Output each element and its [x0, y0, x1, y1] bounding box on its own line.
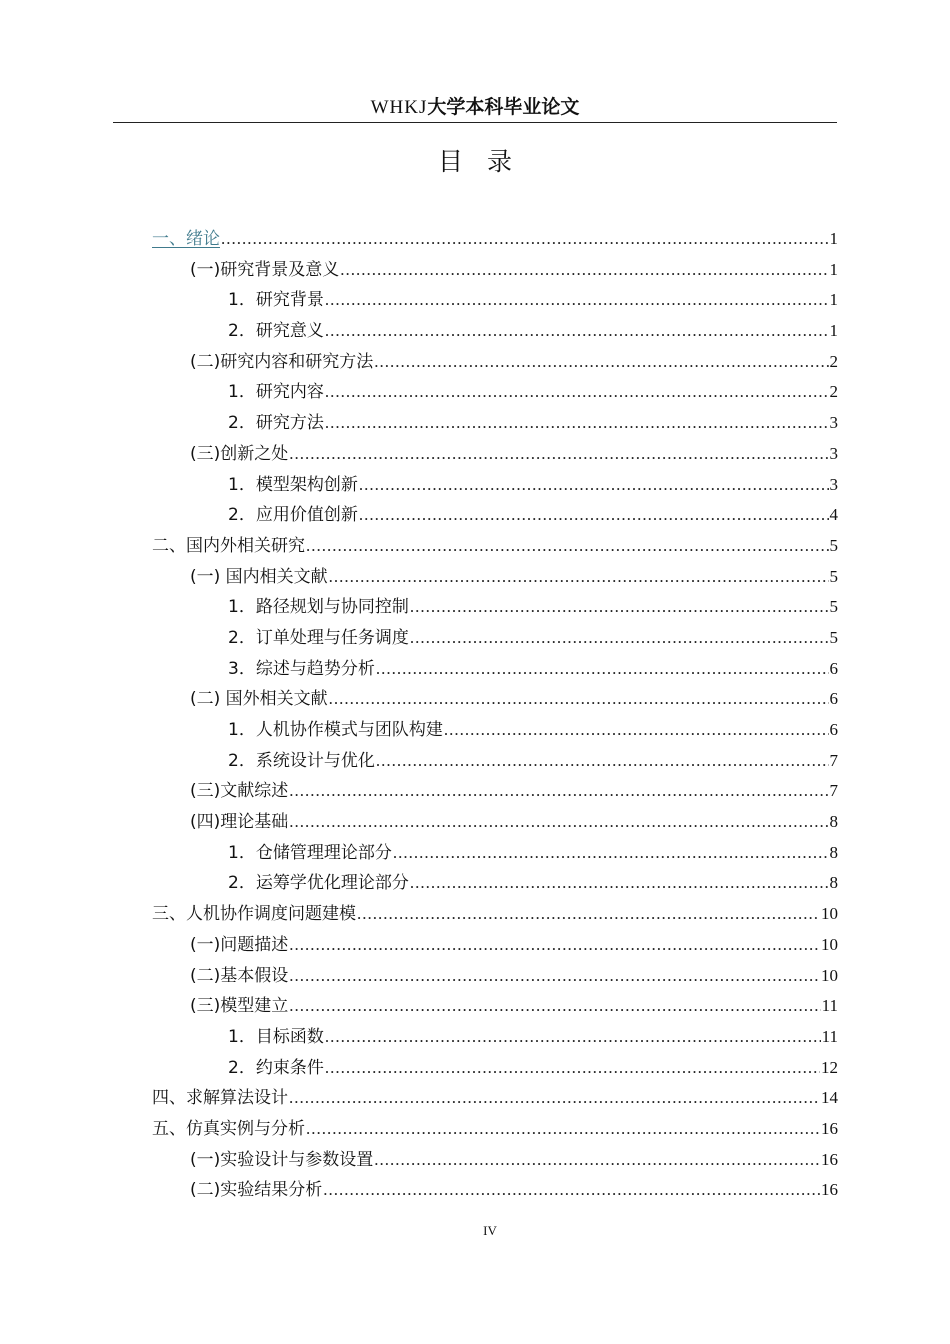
toc-entry[interactable]	[152, 562, 838, 593]
toc-dot-leader	[410, 623, 829, 654]
toc-dot-leader	[359, 500, 829, 531]
toc-entry[interactable]	[152, 408, 838, 439]
toc-entry-label[interactable]: 3．综述与趋势分析	[228, 658, 375, 679]
toc-entry[interactable]	[152, 838, 838, 869]
toc-entry-page-number: 1	[829, 321, 838, 341]
toc-entry[interactable]	[152, 1083, 838, 1114]
toc-dot-leader	[306, 1114, 820, 1145]
toc-dot-leader	[221, 224, 829, 255]
toc-entry-label[interactable]: 2．研究方法	[228, 413, 324, 434]
toc-entry-page-number: 10	[821, 934, 838, 954]
toc-entry-label[interactable]: 1．路径规划与协同控制	[228, 597, 409, 618]
toc-entry-label[interactable]: (三)模型建立	[190, 996, 289, 1017]
toc-entry-label[interactable]: 2．订单处理与任务调度	[228, 627, 409, 648]
toc-entry-label[interactable]: 2．系统设计与优化	[228, 750, 375, 771]
toc-entry-label[interactable]: (三)文献综述	[190, 781, 289, 802]
toc-entry-label[interactable]: (一)研究背景及意义	[190, 259, 340, 280]
toc-entry-label[interactable]: 五、仿真实例与分析	[152, 1118, 305, 1139]
toc-entry-page-number: 10	[821, 965, 838, 985]
toc-entry-label[interactable]: 四、求解算法设计	[152, 1088, 288, 1109]
toc-entry[interactable]	[152, 684, 838, 715]
toc-entry[interactable]	[152, 868, 838, 899]
toc-entry-page-number: 10	[821, 904, 838, 924]
toc-title: 目录	[437, 147, 536, 176]
toc-entry[interactable]	[152, 347, 838, 378]
toc-entry-page-number: 1	[829, 259, 838, 279]
toc-dot-leader	[410, 592, 829, 623]
toc-entry-label[interactable]: (一)问题描述	[190, 934, 289, 955]
toc-entry[interactable]	[152, 807, 838, 838]
toc-dot-leader	[374, 347, 828, 378]
toc-entry-page-number: 1	[829, 229, 838, 248]
toc-entry-page-number: 1	[829, 290, 838, 310]
toc-entry-page-number: 3	[829, 443, 838, 463]
toc-entry[interactable]	[152, 961, 838, 992]
toc-dot-leader	[325, 285, 829, 316]
toc-entry-label[interactable]: (三)创新之处	[190, 443, 289, 464]
toc-entry-label[interactable]: (二)基本假设	[190, 965, 289, 986]
page-number: IV	[483, 1223, 497, 1238]
toc-dot-leader	[329, 684, 829, 715]
toc-entry-label[interactable]: 1．人机协作模式与团队构建	[228, 720, 443, 740]
toc-dot-leader	[289, 439, 828, 470]
toc-entry[interactable]	[152, 991, 838, 1022]
toc-entry-label[interactable]: 1．研究内容	[228, 382, 324, 403]
toc-dot-leader	[289, 1083, 820, 1114]
toc-entry-page-number: 16	[821, 1149, 838, 1169]
toc-entry[interactable]	[152, 930, 838, 961]
toc-entry-label[interactable]: (二) 国外相关文献	[190, 689, 328, 710]
toc-entry[interactable]	[152, 899, 838, 930]
toc-entry[interactable]	[152, 439, 838, 470]
toc-dot-leader	[289, 991, 820, 1022]
toc-entry-page-number: 12	[821, 1057, 838, 1077]
table-of-contents	[152, 224, 838, 1206]
toc-entry[interactable]	[152, 1114, 838, 1145]
header-latin-text: WHKJ	[370, 97, 428, 118]
toc-dot-leader	[410, 868, 829, 899]
toc-entry[interactable]	[152, 377, 838, 408]
toc-entry-label[interactable]: 三、人机协作调度问题建模	[152, 904, 356, 925]
toc-entry-page-number: 8	[829, 812, 838, 832]
toc-entry-label[interactable]: 1．研究背景	[228, 290, 324, 311]
toc-entry[interactable]	[152, 531, 838, 562]
toc-entry-label[interactable]: (二)研究内容和研究方法	[190, 351, 374, 372]
running-header	[113, 94, 837, 123]
toc-dot-leader	[357, 899, 820, 930]
toc-entry-page-number: 6	[829, 720, 838, 739]
toc-entry[interactable]	[152, 500, 838, 531]
toc-dot-leader	[306, 531, 829, 562]
toc-dot-leader	[289, 807, 828, 838]
toc-entry-page-number: 16	[821, 1180, 838, 1200]
toc-entry-page-number: 2	[829, 351, 838, 371]
toc-dot-leader	[376, 746, 829, 777]
toc-entry-label[interactable]: 2．应用价值创新	[228, 505, 358, 526]
header-cjk-text: 大学本科毕业论文	[427, 96, 580, 118]
toc-dot-leader	[444, 715, 829, 746]
toc-entry[interactable]	[152, 316, 838, 347]
toc-dot-leader	[325, 408, 829, 439]
toc-entry-page-number: 11	[821, 996, 838, 1016]
toc-entry-page-number: 6	[829, 658, 838, 678]
toc-entry[interactable]	[152, 1175, 838, 1206]
toc-entry-label[interactable]: 2．运筹学优化理论部分	[228, 873, 409, 894]
toc-entry[interactable]	[152, 285, 838, 316]
toc-dot-leader	[289, 930, 820, 961]
toc-entry[interactable]	[152, 654, 838, 685]
toc-entry-page-number: 14	[821, 1088, 838, 1108]
toc-entry-label[interactable]: 1．模型架构创新	[228, 474, 358, 495]
toc-entry-label[interactable]: (四)理论基础	[190, 812, 289, 833]
toc-entry-page-number: 8	[829, 842, 838, 862]
toc-entry-label[interactable]: 二、国内外相关研究	[152, 535, 305, 556]
toc-entry-page-number: 11	[821, 1026, 838, 1046]
toc-dot-leader	[374, 1145, 820, 1176]
toc-entry[interactable]	[152, 715, 838, 746]
toc-entry[interactable]	[152, 1145, 838, 1176]
toc-entry-label[interactable]: 2．研究意义	[228, 321, 324, 342]
toc-entry-label[interactable]: (二)实验结果分析	[190, 1180, 323, 1201]
toc-entry-label[interactable]: 1．仓储管理理论部分	[228, 842, 392, 863]
toc-dot-leader	[376, 654, 829, 685]
toc-entry[interactable]	[152, 470, 838, 501]
toc-entry-page-number: 3	[829, 413, 838, 433]
toc-dot-leader	[340, 255, 828, 286]
toc-entry-label[interactable]: 一、绪论	[152, 229, 220, 249]
toc-entry[interactable]	[152, 224, 838, 255]
toc-entry-page-number: 5	[829, 566, 838, 586]
toc-dot-leader	[289, 776, 828, 807]
toc-entry[interactable]	[152, 746, 838, 777]
toc-dot-leader	[393, 838, 829, 869]
toc-entry-page-number: 3	[829, 474, 838, 494]
toc-entry[interactable]	[152, 255, 838, 286]
toc-dot-leader	[289, 961, 820, 992]
toc-entry-page-number: 16	[821, 1118, 838, 1138]
toc-dot-leader	[325, 1022, 821, 1053]
toc-dot-leader	[323, 1175, 820, 1206]
toc-entry-page-number: 4	[829, 505, 838, 525]
toc-entry[interactable]	[152, 1053, 838, 1084]
toc-dot-leader	[325, 377, 829, 408]
toc-entry-page-number: 5	[829, 535, 838, 555]
toc-entry-label[interactable]: 1．目标函数	[228, 1026, 324, 1047]
toc-entry-page-number: 5	[829, 627, 838, 647]
toc-entry-label[interactable]: (一)实验设计与参数设置	[190, 1149, 374, 1170]
toc-dot-leader	[325, 316, 829, 347]
toc-entry-label[interactable]: 2．约束条件	[228, 1057, 324, 1078]
toc-entry[interactable]	[152, 776, 838, 807]
toc-entry-page-number: 7	[829, 750, 838, 770]
toc-entry-page-number: 8	[829, 873, 838, 893]
toc-dot-leader	[329, 562, 829, 593]
toc-entry-page-number: 5	[829, 597, 838, 617]
toc-dot-leader	[325, 1053, 820, 1084]
toc-entry[interactable]	[152, 1022, 838, 1053]
toc-entry-page-number: 2	[829, 382, 838, 402]
toc-entry-page-number: 7	[829, 781, 838, 801]
toc-dot-leader	[359, 470, 829, 501]
toc-entry-label[interactable]: (一) 国内相关文献	[190, 566, 328, 587]
toc-entry[interactable]	[152, 623, 838, 654]
toc-entry-page-number: 6	[829, 689, 838, 709]
toc-entry[interactable]	[152, 592, 838, 623]
